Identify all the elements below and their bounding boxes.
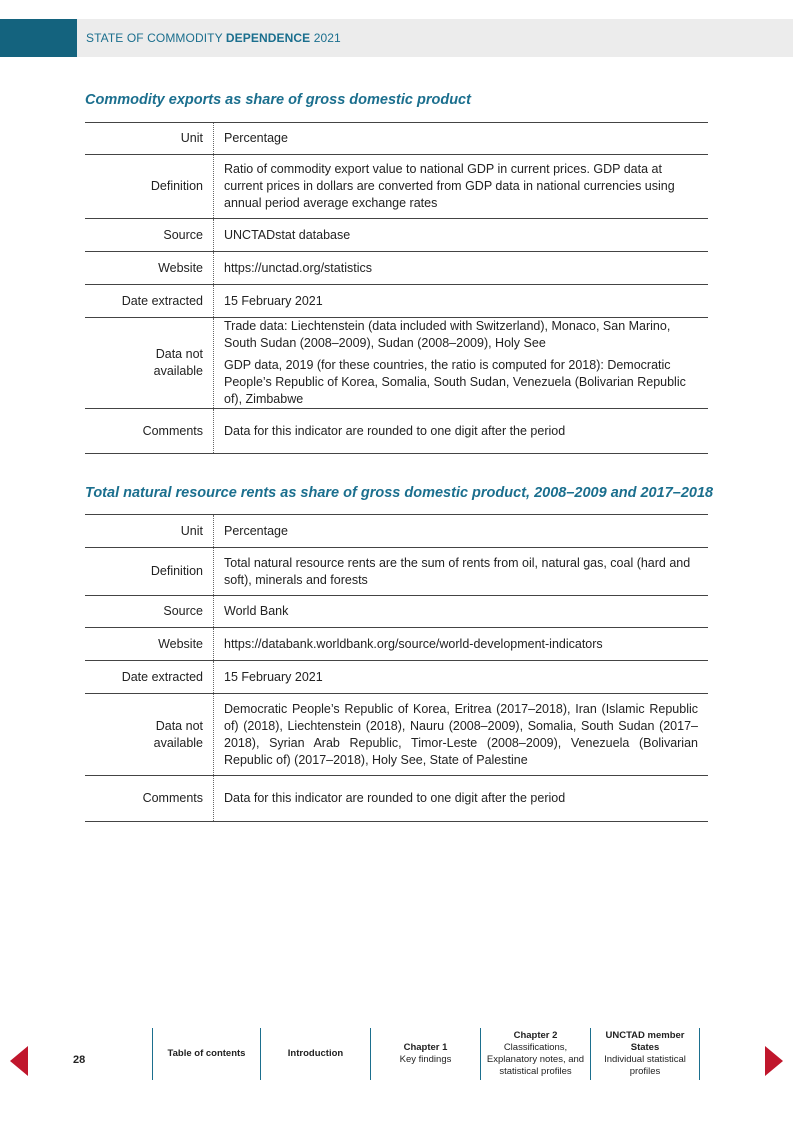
row-value: 15 February 2021 [224, 293, 323, 308]
row-label: Date extracted [85, 661, 214, 694]
row-value: 15 February 2021 [224, 669, 323, 684]
table-row [85, 155, 708, 219]
section1-table [85, 122, 708, 454]
nav-introduction[interactable] [261, 1028, 370, 1080]
nav-sublabel: Explanatory notes, and [486, 1054, 585, 1065]
row-value: Ratio of commodity export value to national GDP in current prices. GDP data at current prices in dollars are converted from GDP data in national currencies using annual period average exchange rates [224, 162, 675, 210]
row-label: Comments [85, 776, 214, 822]
table-row [85, 285, 708, 318]
table-row [85, 596, 708, 628]
row-label-line: Data not [155, 718, 203, 733]
nav-chapter-2[interactable] [481, 1028, 590, 1080]
previous-page-arrow-icon[interactable] [10, 1046, 28, 1076]
table-row [85, 694, 708, 776]
row-label: Source [85, 596, 214, 628]
row-label: Source [85, 219, 214, 252]
next-page-arrow-icon[interactable] [765, 1046, 783, 1076]
row-label: Definition [85, 548, 214, 596]
table-row [85, 548, 708, 596]
row-value: Percentage [224, 523, 288, 538]
table-row [85, 628, 708, 661]
row-value: Data for this indicator are rounded to one digit after the period [224, 791, 566, 805]
row-label: Website [85, 252, 214, 285]
table-row [85, 318, 708, 409]
row-label: Unit [85, 515, 214, 548]
report-title-suffix: 2021 [310, 31, 341, 45]
section1-title: Commodity exports as share of gross domestic product [85, 92, 471, 108]
row-value[interactable]: https://databank.worldbank.org/source/world-development-indicators [224, 636, 603, 651]
table-row [85, 123, 708, 155]
row-value [214, 318, 709, 409]
page-number: 28 [73, 1054, 86, 1066]
nav-label: Table of contents [167, 1048, 246, 1059]
table-row [85, 515, 708, 548]
row-label: Comments [85, 409, 214, 454]
table-row [85, 219, 708, 252]
row-label-line: Data not [155, 347, 203, 361]
header-bar [0, 19, 793, 57]
row-label-line: available [153, 364, 203, 378]
table-row [85, 661, 708, 694]
report-title-bold: DEPENDENCE [225, 31, 311, 45]
nav-label: Introduction [287, 1048, 344, 1059]
section2-table [85, 514, 708, 822]
na-trade-data: Trade data: Liechtenstein (data included with Switzerland), Monaco, San Marino, South Sudan (2008–2009), Sudan (2008–2009), Holy See [224, 319, 671, 350]
row-label [85, 318, 214, 409]
row-label: Date extracted [85, 285, 214, 318]
row-label: Website [85, 628, 214, 661]
nav-label: UNCTAD member States [605, 1030, 685, 1053]
nav-sublabel: Individual statistical [604, 1054, 686, 1065]
nav-sublabel: Key findings [399, 1054, 452, 1065]
nav-sublabel: Classifications, [503, 1042, 568, 1053]
row-label-line: available [153, 735, 203, 750]
header-accent-block [0, 19, 77, 57]
row-value: Democratic People’s Republic of Korea, Eritrea (2017–2018), Iran (Islamic Republic of) (2018), Liechtenstein (2018), Nauru (2008–2009), Somalia, South Sudan (2017–2018), Syrian Arab Republic, Timor-Leste (2008–2009), Venezuela (Bolivarian Republic of) (2017–2018), Holy See, State of Palestine [224, 701, 698, 767]
row-label: Definition [85, 155, 214, 219]
nav-chapter-1[interactable] [371, 1028, 480, 1080]
row-value: Data for this indicator are rounded to one digit after the period [224, 423, 566, 438]
section2-title: Total natural resource rents as share of gross domestic product, 2008–2009 and 2017–2018 [85, 485, 714, 501]
nav-member-states[interactable] [591, 1028, 699, 1080]
row-value: UNCTADstat database [224, 227, 351, 242]
report-title-prefix: STATE OF COMMODITY [86, 31, 226, 45]
row-label [85, 694, 214, 776]
nav-sublabel: profiles [629, 1066, 661, 1077]
report-title [86, 31, 341, 45]
nav-divider [699, 1028, 700, 1080]
nav-label: Chapter 1 [403, 1042, 448, 1053]
row-label: Unit [85, 123, 214, 155]
row-value: Percentage [224, 131, 288, 145]
row-value[interactable]: https://unctad.org/statistics [224, 260, 372, 275]
table-row [85, 409, 708, 454]
nav-sublabel: statistical profiles [499, 1066, 572, 1077]
nav-table-of-contents[interactable] [153, 1028, 260, 1080]
table-row [85, 776, 708, 822]
table-row [85, 252, 708, 285]
nav-label: Chapter 2 [513, 1030, 558, 1041]
row-value: Total natural resource rents are the sum of rents from oil, natural gas, coal (hard and soft), minerals and forests [224, 555, 691, 587]
row-value: World Bank [224, 604, 289, 618]
na-gdp-data: GDP data, 2019 (for these countries, the ratio is computed for 2018): Democratic People’s Republic of Korea, Somalia, South Sudan, Venezuela (Bolivarian Republic of), Zimbabwe [224, 358, 686, 406]
